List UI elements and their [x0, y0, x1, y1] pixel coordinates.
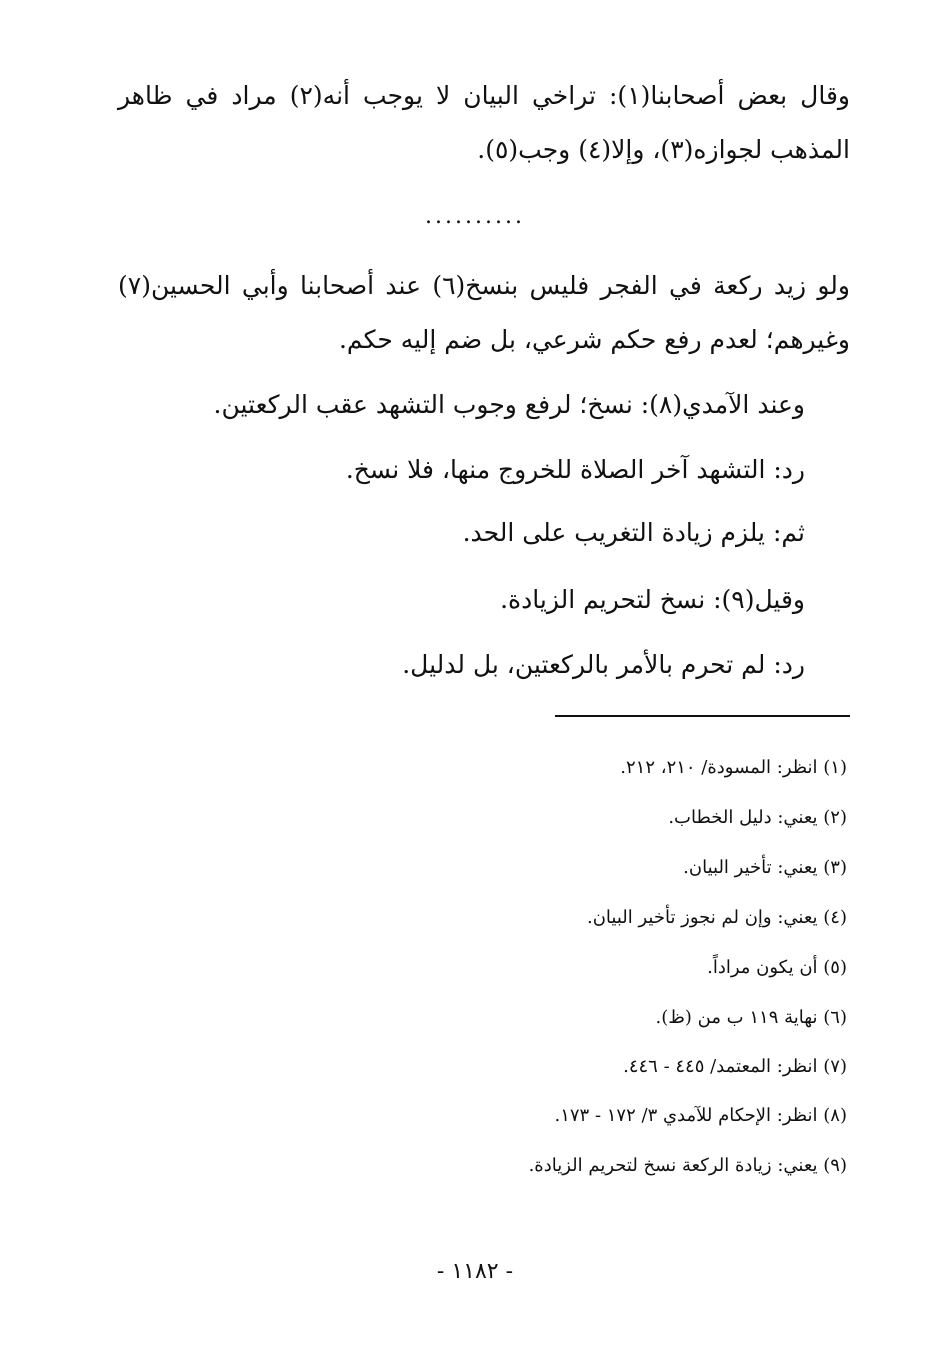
paragraph-3: وعند الآمدي(٨): نسخ؛ لرفع وجوب التشهد عقب الركعتين.: [213, 390, 805, 419]
paragraph-2-line-2: وغيرهم؛ لعدم رفع حكم شرعي، بل ضم إليه حكم.: [338, 325, 850, 354]
footnote-5: (٥) أن يكون مراداً.: [707, 957, 847, 978]
section-separator: ..........: [425, 204, 525, 229]
paragraph-5: ثم: يلزم زيادة التغريب على الحد.: [462, 518, 805, 547]
paragraph-6: وقيل(٩): نسخ لتحريم الزيادة.: [500, 585, 805, 614]
footnote-6: (٦) نهاية ١١٩ ب من (ظ).: [655, 1007, 847, 1028]
footnote-4: (٤) يعني: وإن لم نجوز تأخير البيان.: [586, 907, 847, 928]
paragraph-4: رد: التشهد آخر الصلاة للخروج منها، فلا نسخ.: [345, 455, 805, 484]
paragraph-2-line-1: ولو زيد ركعة في الفجر فليس بنسخ(٦) عند أصحابنا وأبي الحسين(٧): [118, 271, 850, 300]
footnote-divider: [555, 715, 850, 717]
page-number: - ١١٨٢ -: [436, 1259, 514, 1284]
paragraph-1-line-2: المذهب لجوازه(٣)، وإلا(٤) وجب(٥).: [477, 135, 850, 164]
footnote-1: (١) انظر: المسودة/ ٢١٠، ٢١٢.: [620, 757, 847, 778]
paragraph-1-line-1: وقال بعض أصحابنا(١): تراخي البيان لا يوجب أنه(٢) مراد في ظاهر: [118, 81, 850, 110]
footnote-7: (٧) انظر: المعتمد/ ٤٤٥ - ٤٤٦.: [623, 1056, 847, 1077]
footnote-3: (٣) يعني: تأخير البيان.: [683, 857, 847, 878]
paragraph-7: رد: لم تحرم بالأمر بالركعتين، بل لدليل.: [402, 650, 805, 679]
footnote-2: (٢) يعني: دليل الخطاب.: [668, 807, 847, 828]
footnote-8: (٨) انظر: الإحكام للآمدي ٣/ ١٧٢ - ١٧٣.: [554, 1105, 847, 1126]
footnote-9: (٩) يعني: زيادة الركعة نسخ لتحريم الزيادة.: [528, 1155, 847, 1176]
